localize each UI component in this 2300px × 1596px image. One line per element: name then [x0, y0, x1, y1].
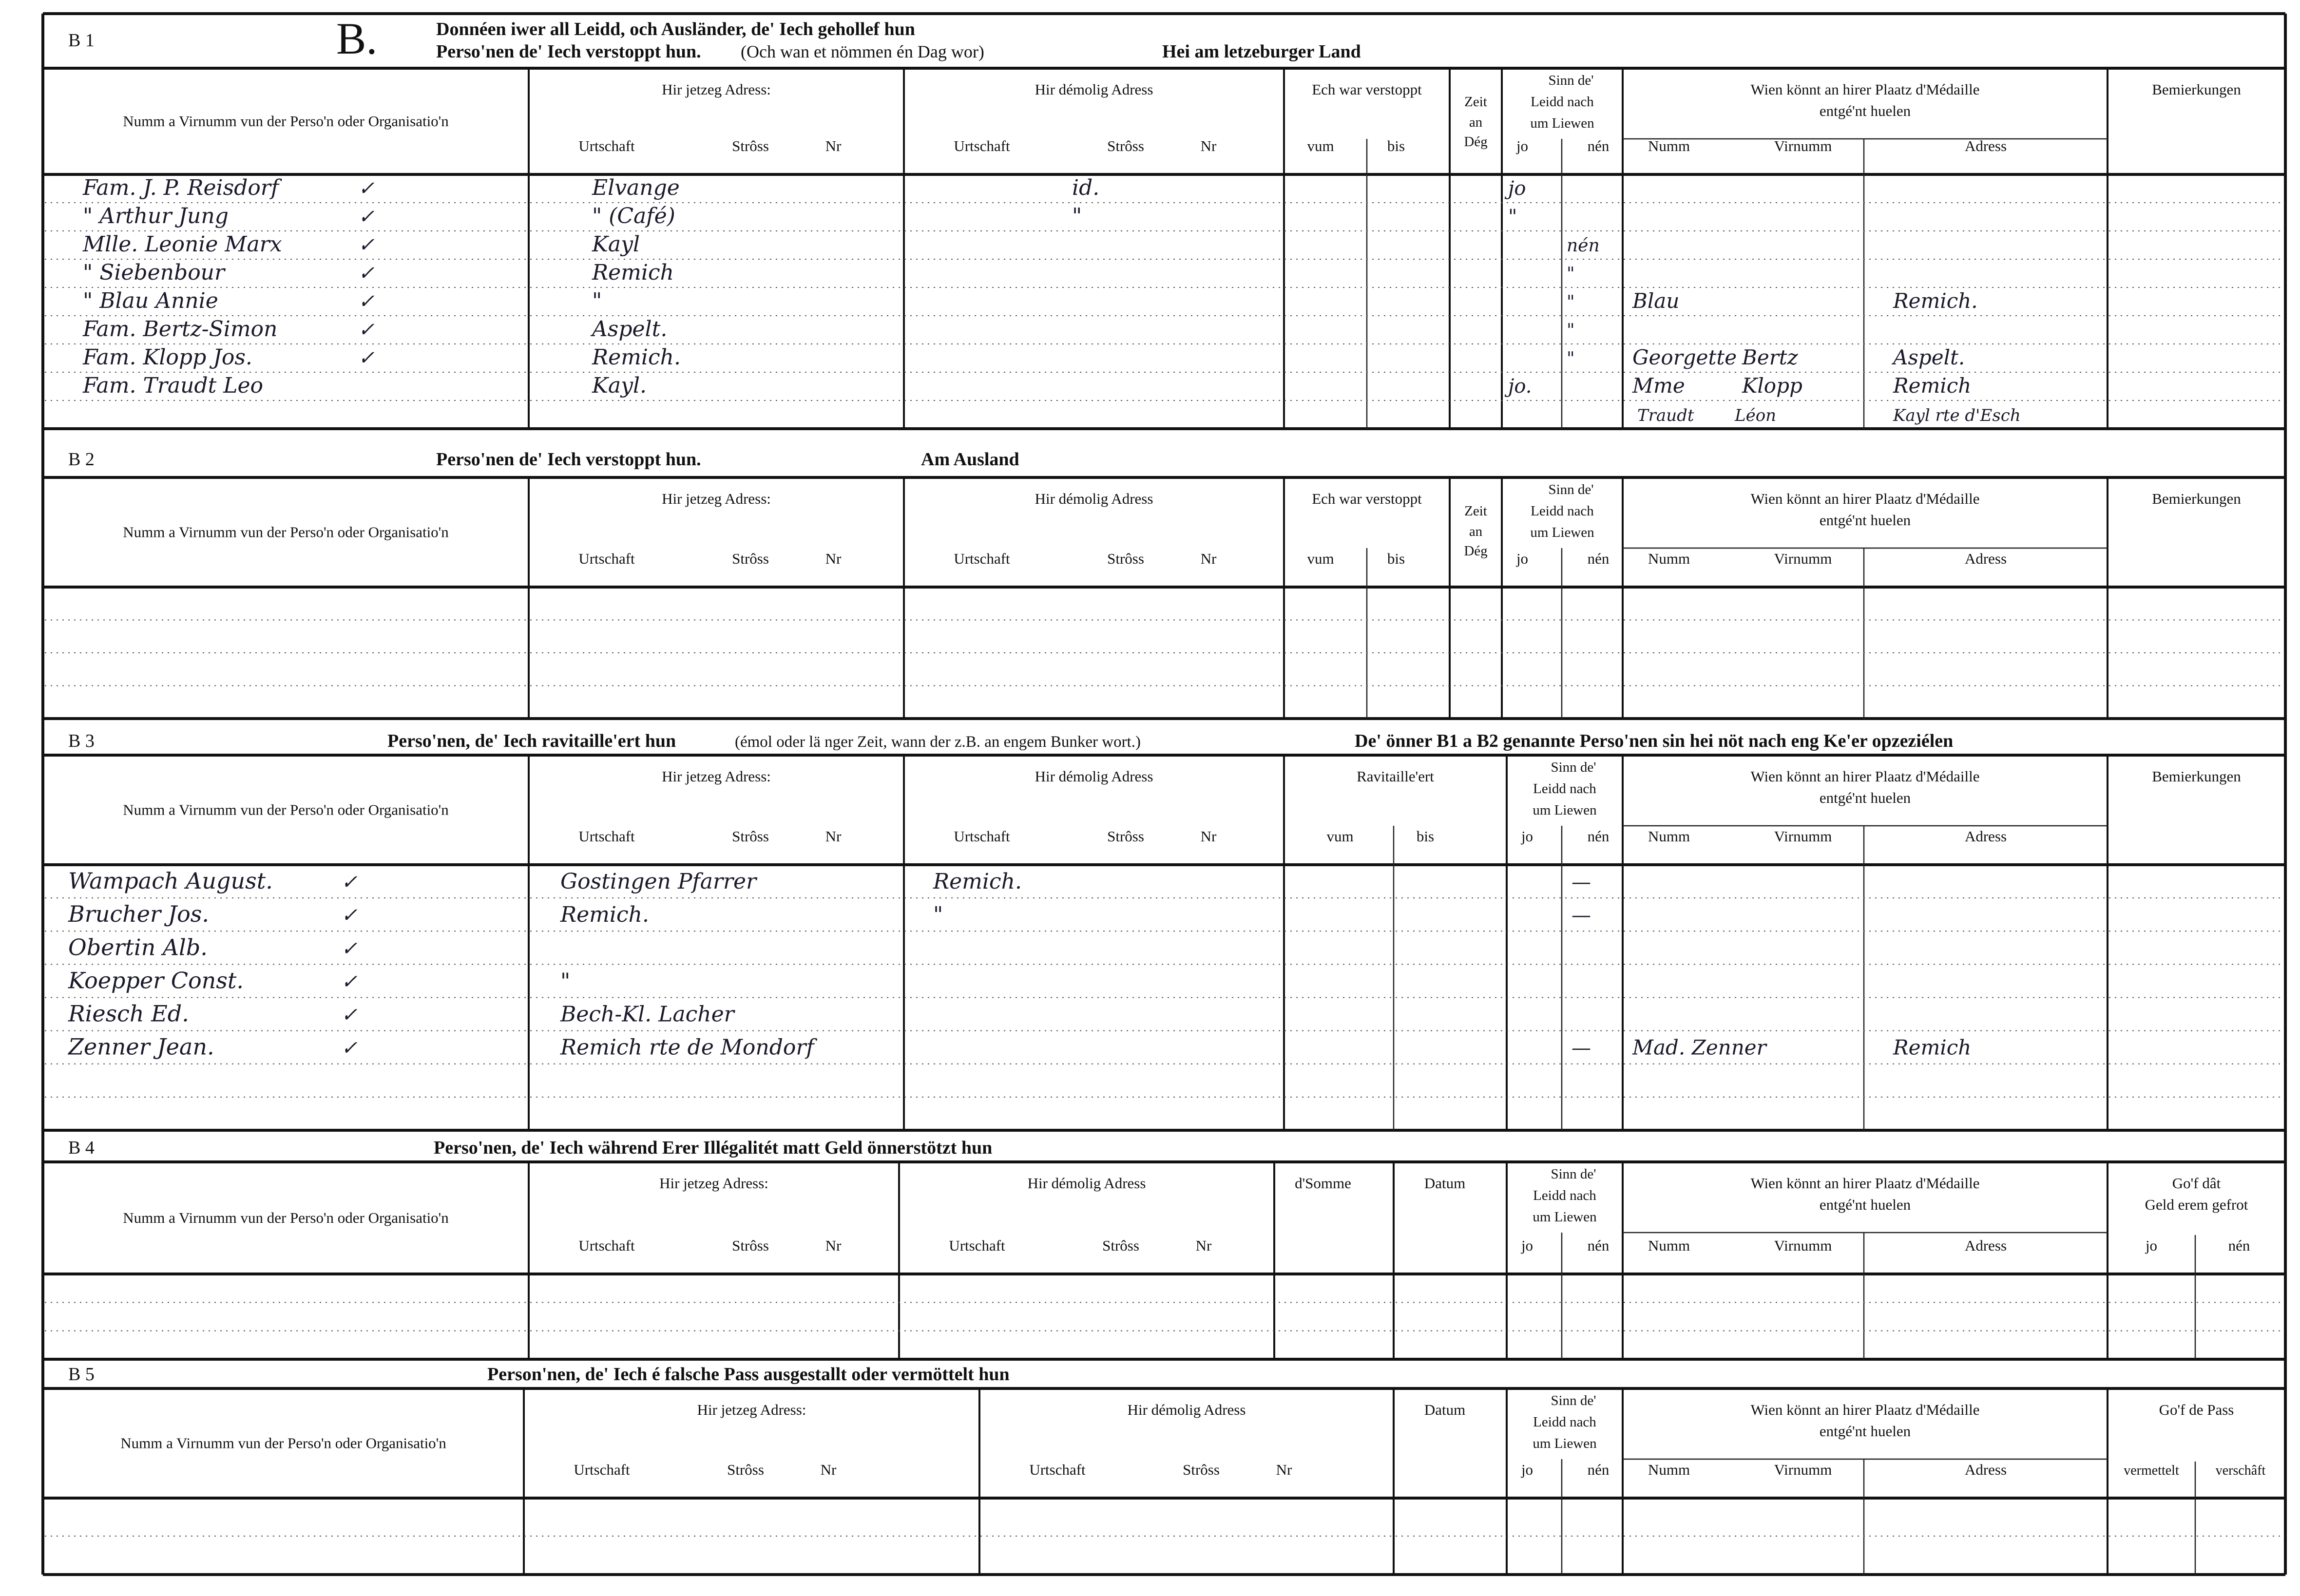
section-code: B 4: [68, 1138, 95, 1158]
medal-firstname: Léon: [1735, 405, 1777, 425]
section-title-note: (émol oder lä nger Zeit, wann der z.B. an engem Bunker wort.): [735, 733, 1141, 751]
column-header-date: Datum: [1424, 1175, 1466, 1192]
column-header-people: Sinn de': [1551, 760, 1596, 775]
column-header-pass: Go'f de Pass: [2159, 1401, 2234, 1418]
hider-name: " Arthur Jung: [83, 203, 229, 228]
section-b5: [43, 1364, 2285, 1575]
column-header-medal: Wien könnt an hirer Plaatz d'Médaille: [1750, 1401, 1980, 1418]
column-header-gave: Go'f dât: [2172, 1175, 2221, 1192]
former-place: ": [933, 902, 943, 928]
current-place: Elvange: [592, 175, 680, 200]
column-header-medal-address: Adress: [1964, 137, 2007, 154]
medal-address: Aspelt.: [1893, 345, 1965, 369]
hider-name: Fam. Klopp Jos.: [83, 344, 252, 370]
section-code: B 3: [68, 731, 95, 751]
column-header-yes: jo: [1521, 828, 1533, 845]
check-mark: ✓: [341, 937, 358, 960]
column-header-place: Urtschaft: [954, 828, 1010, 845]
people-no: ": [1567, 348, 1575, 369]
column-header-nr: Nr: [1200, 828, 1217, 845]
current-place: Kayl: [592, 231, 640, 257]
column-header-place: Urtschaft: [949, 1237, 1005, 1254]
column-header-time: Dég: [1464, 134, 1488, 150]
column-header-name: Numm a Virnumm vun der Perso'n oder Organisatio'n: [123, 1209, 449, 1226]
supplier-name: Zenner Jean.: [68, 1033, 214, 1060]
column-header-no: nén: [1587, 1461, 1610, 1478]
column-header-people: Sinn de': [1551, 1393, 1596, 1408]
column-header-sold: verschâft: [2215, 1463, 2266, 1478]
current-place: Remich.: [592, 344, 681, 370]
column-header-until: bis: [1387, 137, 1405, 154]
column-header-time: an: [1469, 114, 1483, 130]
column-header-street: Strôss: [732, 550, 769, 567]
column-header-nr: Nr: [825, 1237, 842, 1254]
section-title: Hei am letzeburger Land: [1162, 41, 1361, 62]
supplier-name: Obertin Alb.: [68, 934, 208, 961]
former-place: id.: [1072, 175, 1100, 200]
column-header-people: um Liewen: [1530, 115, 1594, 131]
column-header-people: Leidd nach: [1533, 1414, 1596, 1430]
column-header-surname: Numm: [1648, 1237, 1690, 1254]
hider-name: Fam. Bertz-Simon: [83, 316, 278, 342]
column-header-surname: Numm: [1648, 550, 1690, 567]
people-no: ": [1567, 292, 1575, 312]
column-header-street: Strôss: [732, 828, 769, 845]
column-header-yes: jo: [2145, 1237, 2158, 1254]
column-header-nr: Nr: [825, 828, 842, 845]
section-b4: [43, 1138, 2285, 1359]
column-header-people: Sinn de': [1548, 73, 1594, 88]
column-header-people: Leidd nach: [1533, 781, 1596, 797]
section-title: Perso'nen, de' Iech während Erer Illégalitét matt Geld önnerstötzt hun: [434, 1138, 993, 1158]
section-title: Person'nen, de' Iech é falsche Pass ausgestallt oder vermöttelt hun: [487, 1364, 1010, 1385]
column-header-until: bis: [1416, 828, 1435, 845]
supplier-name: Wampach August.: [68, 868, 273, 894]
check-mark: ✓: [358, 205, 375, 228]
column-header-medal: entgé'nt huelen: [1819, 1196, 1911, 1213]
column-header-date: Datum: [1424, 1401, 1466, 1418]
column-header-name: Numm a Virnumm vun der Perso'n oder Organisatio'n: [120, 1434, 446, 1452]
people-yes: jo.: [1508, 375, 1532, 398]
section-letter: B.: [336, 14, 378, 63]
column-header-medal: Wien könnt an hirer Plaatz d'Médaille: [1750, 81, 1980, 98]
people-no: —: [1572, 871, 1591, 894]
column-header-name: Numm a Virnumm vun der Perso'n oder Organisatio'n: [123, 113, 449, 130]
column-header-from: vum: [1307, 137, 1334, 154]
section-b1: [43, 14, 2285, 429]
column-header-nr: Nr: [1276, 1461, 1292, 1478]
medal-address: Kayl rte d'Esch: [1893, 405, 2021, 425]
column-header-from: vum: [1307, 550, 1334, 567]
current-place: Gostingen Pfarrer: [560, 869, 757, 894]
column-header-mediated: vermettelt: [2124, 1463, 2179, 1478]
current-place: ": [592, 288, 602, 313]
column-header-people: Leidd nach: [1531, 94, 1594, 110]
column-header-place: Urtschaft: [574, 1461, 630, 1478]
column-header-medal: Wien könnt an hirer Plaatz d'Médaille: [1750, 1175, 1980, 1192]
column-header-place: Urtschaft: [578, 828, 635, 845]
medal-surname: Georgette: [1632, 345, 1737, 369]
section-title: Perso'nen de' Iech verstoppt hun.: [436, 41, 701, 62]
column-header-remarks: Bemierkungen: [2152, 81, 2241, 98]
check-mark: ✓: [341, 970, 358, 993]
hider-name: " Siebenbour: [83, 260, 225, 285]
check-mark: ✓: [341, 1037, 358, 1060]
column-header-people: um Liewen: [1530, 525, 1594, 540]
column-header-medal: Wien könnt an hirer Plaatz d'Médaille: [1750, 768, 1980, 785]
column-header-place: Urtschaft: [1029, 1461, 1086, 1478]
column-header-medal: entgé'nt huelen: [1819, 1423, 1911, 1440]
column-header-place: Urtschaft: [578, 1237, 635, 1254]
column-header-street: Strôss: [1102, 1237, 1139, 1254]
section-title: Am Ausland: [921, 449, 1019, 470]
check-mark: ✓: [358, 177, 375, 200]
hider-name: Fam. J. P. Reisdorf: [83, 175, 279, 200]
column-header-street: Strôss: [1107, 137, 1144, 154]
current-place: Aspelt.: [592, 316, 668, 342]
check-mark: ✓: [358, 318, 375, 341]
hider-name: Mlle. Leonie Marx: [83, 231, 282, 257]
column-header-yes: jo: [1521, 1237, 1533, 1254]
current-place: " (Café): [592, 203, 675, 228]
column-header-supplied: Ravitaille'ert: [1357, 768, 1434, 785]
people-no: nén: [1567, 235, 1600, 256]
column-header-nr: Nr: [825, 550, 842, 567]
column-header-people: um Liewen: [1533, 1436, 1597, 1451]
column-header-firstname: Virnumm: [1774, 828, 1832, 845]
column-header-place: Urtschaft: [578, 137, 635, 154]
people-no: —: [1572, 904, 1591, 927]
section-b3: [43, 731, 2285, 1130]
column-header-no: nén: [1587, 137, 1610, 154]
column-header-address: Hir jetzeg Adress:: [662, 768, 771, 785]
column-header-medal: entgé'nt huelen: [1819, 512, 1911, 529]
column-header-firstname: Virnumm: [1774, 137, 1832, 154]
supplier-name: Koepper Const.: [68, 967, 244, 994]
column-header-street: Strôss: [732, 1237, 769, 1254]
column-header-street: Strôss: [727, 1461, 764, 1478]
page-frame: [43, 14, 2285, 1575]
column-header-medal-address: Adress: [1964, 828, 2007, 845]
column-header-address: Hir démolig Adress: [1035, 81, 1153, 98]
column-header-no: nén: [2228, 1237, 2250, 1254]
section-title: Donnéen iwer all Leidd, och Ausländer, de' Iech gehollef hun: [436, 19, 915, 39]
people-no: ": [1567, 320, 1575, 341]
column-header-no: nén: [1587, 550, 1610, 567]
column-header-medal: entgé'nt huelen: [1819, 789, 1911, 806]
column-header-time: Dég: [1464, 543, 1488, 559]
column-header-gave: Geld erem gefrot: [2145, 1196, 2248, 1213]
check-mark: ✓: [358, 290, 375, 313]
hider-name: " Blau Annie: [83, 288, 218, 313]
medal-surname: Mme: [1632, 373, 1685, 398]
column-header-address: Hir démolig Adress: [1035, 768, 1153, 785]
column-header-place: Urtschaft: [954, 137, 1010, 154]
medal-firstname: Bertz: [1742, 345, 1798, 369]
column-header-street: Strôss: [732, 137, 769, 154]
supplier-name: Brucher Jos.: [68, 901, 210, 928]
section-code: B 2: [68, 449, 95, 470]
section-b2: [43, 449, 2285, 719]
column-header-firstname: Virnumm: [1774, 1461, 1832, 1478]
check-mark: ✓: [341, 1004, 358, 1026]
former-place: ": [1072, 203, 1082, 228]
current-place: Bech-Kl. Lacher: [560, 1002, 734, 1027]
column-header-medal: Wien könnt an hirer Plaatz d'Médaille: [1750, 490, 1980, 507]
hider-name: Fam. Traudt Leo: [83, 373, 264, 398]
column-header-firstname: Virnumm: [1774, 1237, 1832, 1254]
column-header-people: um Liewen: [1533, 802, 1597, 818]
column-header-yes: jo: [1521, 1461, 1533, 1478]
column-header-place: Urtschaft: [954, 550, 1010, 567]
column-header-address: Hir jetzeg Adress:: [662, 81, 771, 98]
current-place: Remich rte de Mondorf: [560, 1035, 814, 1060]
column-header-address: Hir démolig Adress: [1035, 490, 1153, 507]
medal-firstname: Klopp: [1742, 373, 1802, 398]
section-title-note: (Och wan et nömmen én Dag wor): [741, 42, 984, 61]
people-no: —: [1572, 1037, 1591, 1060]
medal-surname: Mad. Zenner: [1632, 1035, 1766, 1060]
medal-surname: Traudt: [1637, 405, 1694, 425]
check-mark: ✓: [358, 262, 375, 285]
column-header-time: Zeit: [1464, 503, 1487, 519]
column-header-people: Sinn de': [1548, 482, 1594, 497]
former-place: Remich.: [933, 869, 1022, 894]
people-yes: jo: [1508, 177, 1526, 200]
column-header-surname: Numm: [1648, 137, 1690, 154]
column-header-no: nén: [1587, 828, 1610, 845]
column-header-street: Strôss: [1107, 828, 1144, 845]
medal-address: Remich: [1893, 373, 1972, 398]
column-header-remarks: Bemierkungen: [2152, 490, 2241, 507]
column-header-nr: Nr: [1200, 550, 1217, 567]
column-header-medal-address: Adress: [1964, 1461, 2007, 1478]
column-header-address: Hir jetzeg Adress:: [697, 1401, 806, 1418]
column-header-from: vum: [1326, 828, 1354, 845]
column-header-time: an: [1469, 524, 1483, 539]
column-header-firstname: Virnumm: [1774, 550, 1832, 567]
current-place: Remich: [592, 260, 674, 285]
column-header-name: Numm a Virnumm vun der Perso'n oder Organisatio'n: [123, 801, 449, 818]
section-code: B 1: [68, 30, 95, 51]
column-header-time: Zeit: [1464, 94, 1487, 110]
section-code: B 5: [68, 1364, 95, 1385]
medal-address: Remich.: [1893, 288, 1978, 313]
column-header-people: um Liewen: [1533, 1209, 1597, 1225]
column-header-hidden: Ech war verstoppt: [1312, 81, 1422, 98]
section-title: De' önner B1 a B2 genannte Perso'nen sin hei nöt nach eng Ke'er opzeziélen: [1355, 731, 1954, 751]
column-header-hidden: Ech war verstoppt: [1312, 490, 1422, 507]
column-header-people: Leidd nach: [1531, 503, 1594, 519]
column-header-street: Strôss: [1107, 550, 1144, 567]
column-header-until: bis: [1387, 550, 1405, 567]
check-mark: ✓: [341, 871, 358, 894]
column-header-people: Leidd nach: [1533, 1188, 1596, 1203]
column-header-no: nén: [1587, 1237, 1610, 1254]
check-mark: ✓: [341, 904, 358, 927]
column-header-address: Hir démolig Adress: [1127, 1401, 1246, 1418]
check-mark: ✓: [358, 233, 375, 256]
column-header-medal-address: Adress: [1964, 1237, 2007, 1254]
column-header-nr: Nr: [1200, 137, 1217, 154]
medal-surname: Blau: [1632, 288, 1680, 313]
current-place: ": [560, 969, 571, 994]
column-header-address: Hir démolig Adress: [1027, 1175, 1146, 1192]
column-header-nr: Nr: [820, 1461, 837, 1478]
medal-address: Remich: [1893, 1035, 1972, 1060]
column-header-name: Numm a Virnumm vun der Perso'n oder Organisatio'n: [123, 523, 449, 541]
people-no: ": [1567, 264, 1575, 284]
column-header-yes: jo: [1516, 550, 1529, 567]
supplier-name: Riesch Ed.: [68, 1000, 189, 1027]
column-header-sum: d'Somme: [1295, 1175, 1351, 1192]
column-header-remarks: Bemierkungen: [2152, 768, 2241, 785]
check-mark: ✓: [358, 346, 375, 369]
column-header-surname: Numm: [1648, 1461, 1690, 1478]
column-header-medal: entgé'nt huelen: [1819, 102, 1911, 119]
current-place: Kayl.: [592, 373, 647, 398]
people-yes: ": [1508, 205, 1517, 228]
column-header-address: Hir jetzeg Adress:: [659, 1175, 768, 1192]
column-header-nr: Nr: [1195, 1237, 1212, 1254]
column-header-people: Sinn de': [1551, 1166, 1596, 1182]
column-header-surname: Numm: [1648, 828, 1690, 845]
column-header-address: Hir jetzeg Adress:: [662, 490, 771, 507]
column-header-place: Urtschaft: [578, 550, 635, 567]
column-header-nr: Nr: [825, 137, 842, 154]
current-place: Remich.: [560, 902, 649, 928]
column-header-yes: jo: [1516, 137, 1529, 154]
section-title: Perso'nen de' Iech verstoppt hun.: [436, 449, 701, 470]
column-header-street: Strôss: [1183, 1461, 1220, 1478]
section-title: Perso'nen, de' Iech ravitaille'ert hun: [387, 731, 676, 751]
column-header-medal-address: Adress: [1964, 550, 2007, 567]
